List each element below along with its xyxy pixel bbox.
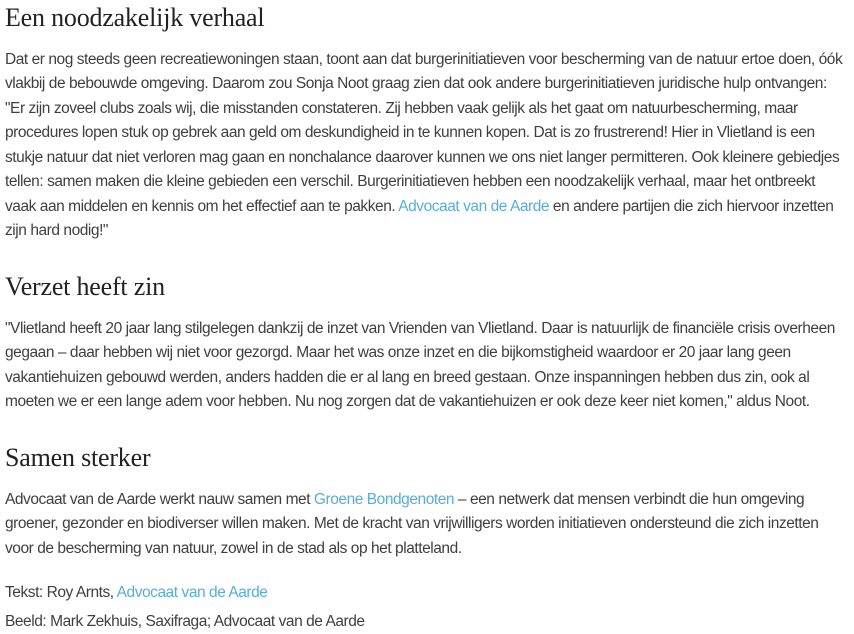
section-verzet-heeft-zin [5, 269, 847, 415]
advocaat-van-de-aarde-credit-link[interactable]: Advocaat van de Aarde [116, 584, 268, 602]
paragraph [5, 317, 847, 415]
article-body [5, 0, 847, 634]
section-heading: Een noodzakelijk verhaal [5, 3, 265, 32]
section-een-noodzakelijk-verhaal [5, 0, 847, 244]
credits-tekst-label: Tekst: Roy Arnts, [5, 584, 117, 602]
paragraph-text: "Vlietland heeft 20 jaar lang stilgelegen dankzij de inzet van Vrienden van Vlietland. Daar is natuurlijk de financiële crisis overheen gegaan – daar hebben wij niet voor gezorgd. Maar het was onze inzet en die bijkomstigheid waardoor er 20 jaar lang geen vakantiehuizen gebouwd werden, anders hadden die er al lang en breed gestaan. Onze inspanningen hebben dus zin, ook al moeten we er een lange adem voor hebben. Nu nog zorgen dat de vakantiehuizen er ook deze keer niet komen," aldus Noot. [5, 319, 835, 411]
advocaat-van-de-aarde-link[interactable]: Advocaat van de Aarde [398, 197, 550, 215]
credits-beeld-text: Beeld: Mark Zekhuis, Saxifraga; Advocaat van de Aarde [5, 612, 365, 630]
paragraph [5, 48, 847, 244]
credits [5, 581, 847, 634]
paragraph-text: en andere partijen die zich hiervoor inzetten zijn hard nodig!" [5, 197, 834, 240]
paragraph-text: Advocaat van de Aarde werkt nauw samen met [5, 490, 314, 508]
credits-beeld-line [5, 610, 847, 634]
paragraph [5, 488, 847, 562]
paragraph-text: Dat er nog steeds geen recreatiewoningen staan, toont aan dat burgerinitiatieven voor bescherming van de natuur ertoe doen, óók vlakbij de bebouwde omgeving. Daarom zou Sonja Noot graag zien dat ook andere burgerinitiatieven juridische hulp ontvangen: "Er zijn zoveel clubs zoals wij, die misstanden constateren. Zij hebben vaak gelijk als het gaat om natuurbescherming, maar procedures lopen stuk op gebrek aan geld om deskundigheid in te kunnen kopen. Dat is zo frustrerend! Hier in Vlietland is een stukje natuur dat niet verloren mag gaan en nonchalance daarover kunnen we ons niet langer permitteren. Ook kleinere gebiedjes tellen: samen maken die kleine gebieden een verschil. Burgerinitiatieven hebben een noodzakelijk verhaal, maar het ontbreekt vaak aan middelen en kennis om het effectief aan te pakken. [5, 50, 843, 215]
section-heading: Samen sterker [5, 442, 151, 472]
paragraph-text: – een netwerk dat mensen verbindt die hun omgeving groener, gezonder en biodiverser willen maken. Met de kracht van vrijwilligers worden initiatieven ondersteund die zich inzetten voor de bescherming van natuur, zowel in de stad als op het platteland. [5, 490, 819, 557]
section-samen-sterker [5, 440, 847, 561]
credits-tekst-line [5, 581, 847, 606]
section-heading: Verzet heeft zin [5, 271, 165, 301]
groene-bondgenoten-link[interactable]: Groene Bondgenoten [313, 490, 455, 508]
